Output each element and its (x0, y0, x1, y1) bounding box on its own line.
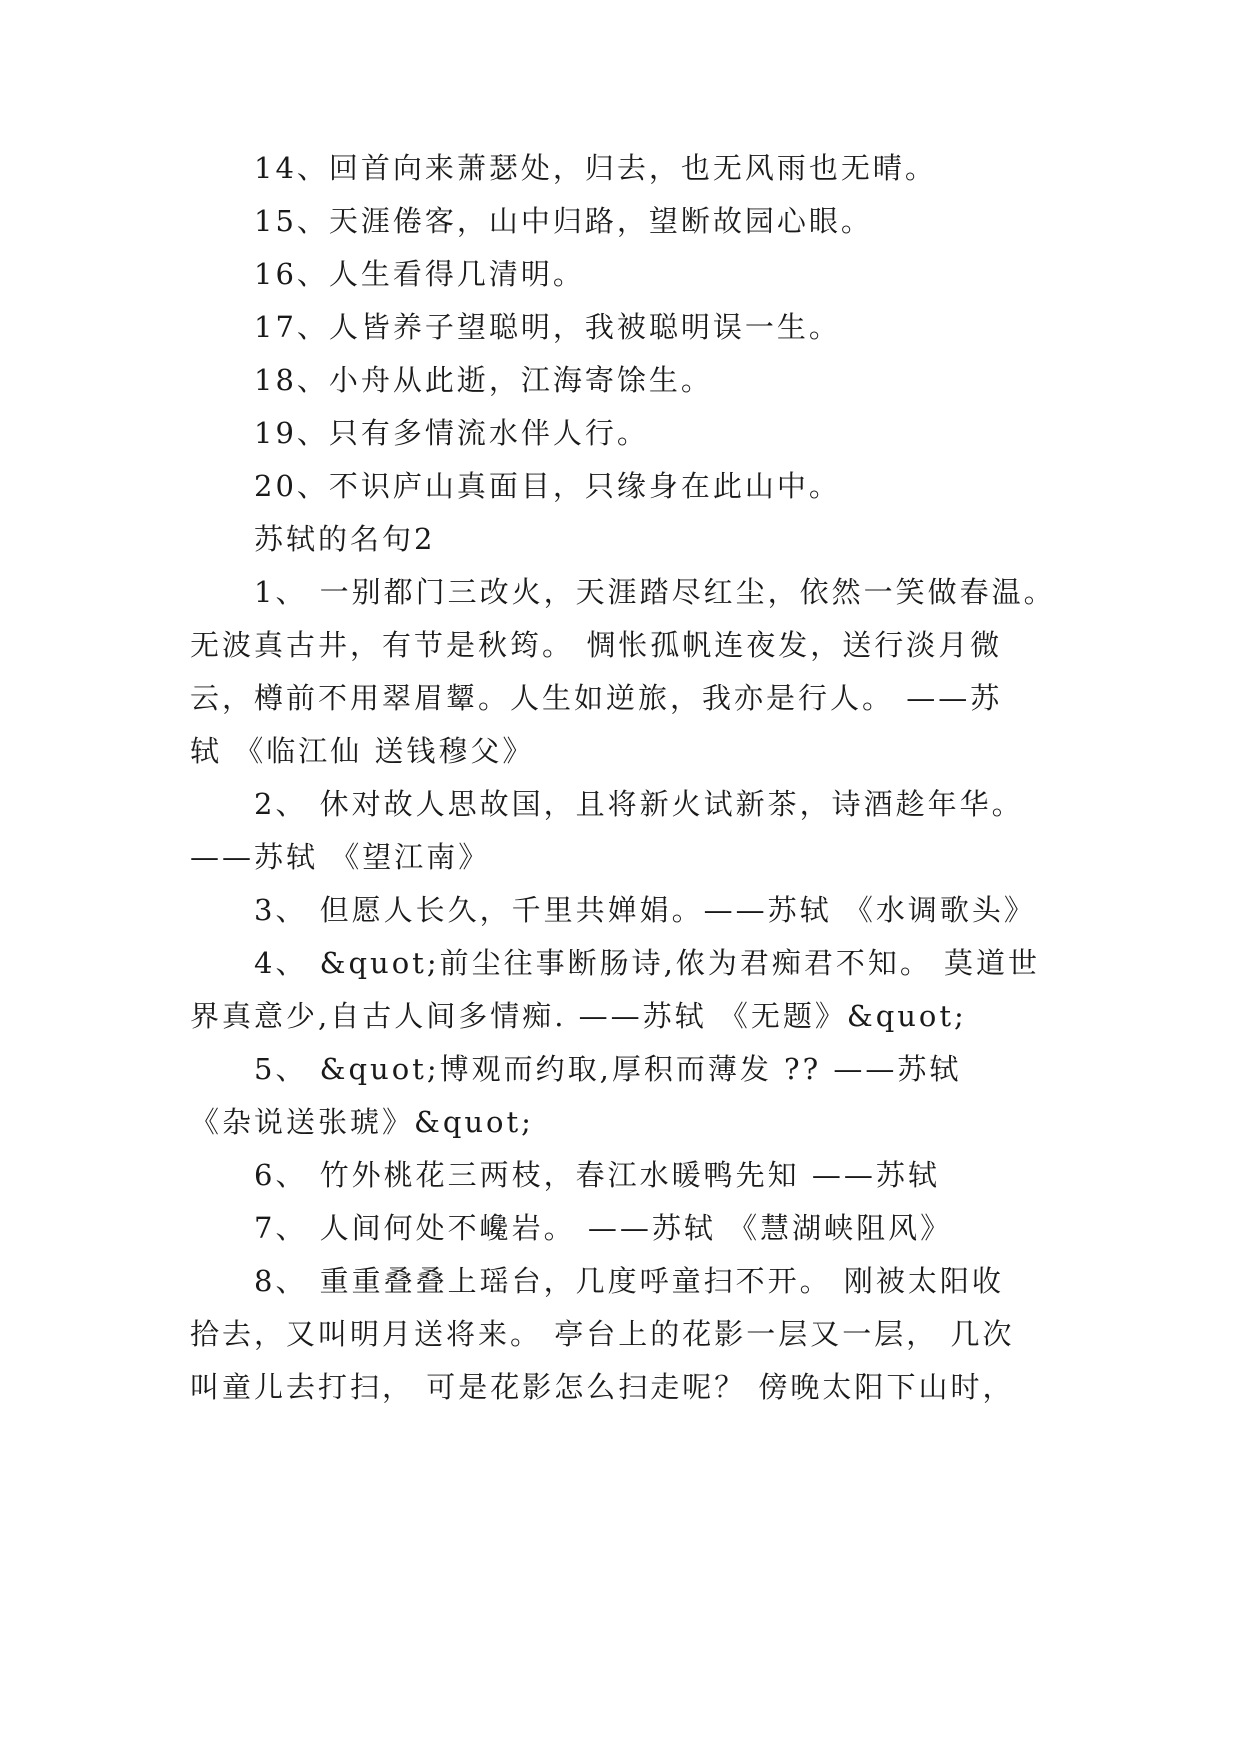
quote-8-line-1: 8、 重重叠叠上瑶台，几度呼童扫不开。 刚被太阳收 (254, 1264, 1004, 1298)
quote-line-17: 17、人皆养子望聪明，我被聪明误一生。 (254, 310, 841, 344)
quote-line-16: 16、人生看得几清明。 (254, 257, 585, 291)
quote-5-line-1: 5、 &quot;博观而约取,厚积而薄发 ?? ——苏轼 (254, 1052, 962, 1086)
quote-3-line-1: 3、 但愿人长久，千里共婵娟。——苏轼 《水调歌头》 (254, 893, 1036, 927)
quote-line-14: 14、回首向来萧瑟处，归去，也无风雨也无晴。 (254, 151, 937, 185)
quote-line-15: 15、天涯倦客，山中归路，望断故园心眼。 (254, 204, 873, 238)
quote-4-line-1: 4、 &quot;前尘往事断肠诗,侬为君痴君不知。 莫道世 (254, 946, 1041, 980)
quote-6-line-1: 6、 竹外桃花三两枝，春江水暖鸭先知 ——苏轼 (254, 1158, 940, 1192)
quote-line-19: 19、只有多情流水伴人行。 (254, 416, 649, 450)
quote-8-line-3: 叫童儿去打扫， 可是花影怎么扫走呢？ 傍晚太阳下山时， (190, 1370, 1015, 1404)
quote-8-line-2: 拾去，又叫明月送将来。 亭台上的花影一层又一层， 几次 (190, 1317, 1015, 1351)
quote-1-line-3: 云，樽前不用翠眉颦。人生如逆旅，我亦是行人。 ——苏 (190, 681, 1003, 715)
quote-2-line-2: ——苏轼 《望江南》 (190, 840, 491, 874)
quote-1-line-2: 无波真古井，有节是秋筠。 惆怅孤帆连夜发，送行淡月微 (190, 628, 1003, 662)
quote-1-line-1: 1、 一别都门三改火，天涯踏尽红尘，依然一笑做春温。 (254, 575, 1056, 609)
quote-5-line-2: 《杂说送张琥》&quot; (190, 1105, 534, 1139)
section-heading: 苏轼的名句2 (254, 522, 436, 556)
quote-line-20: 20、不识庐山真面目，只缘身在此山中。 (254, 469, 841, 503)
quote-1-line-4: 轼 《临江仙 送钱穆父》 (190, 734, 535, 768)
quote-2-line-1: 2、 休对故人思故国，且将新火试新茶，诗酒趁年华。 (254, 787, 1024, 821)
quote-line-18: 18、小舟从此逝，江海寄馀生。 (254, 363, 713, 397)
quote-4-line-2: 界真意少,自古人间多情痴. ——苏轼 《无题》&quot; (190, 999, 967, 1033)
quote-7-line-1: 7、 人间何处不巉岩。 ——苏轼 《慧湖峡阻风》 (254, 1211, 953, 1245)
